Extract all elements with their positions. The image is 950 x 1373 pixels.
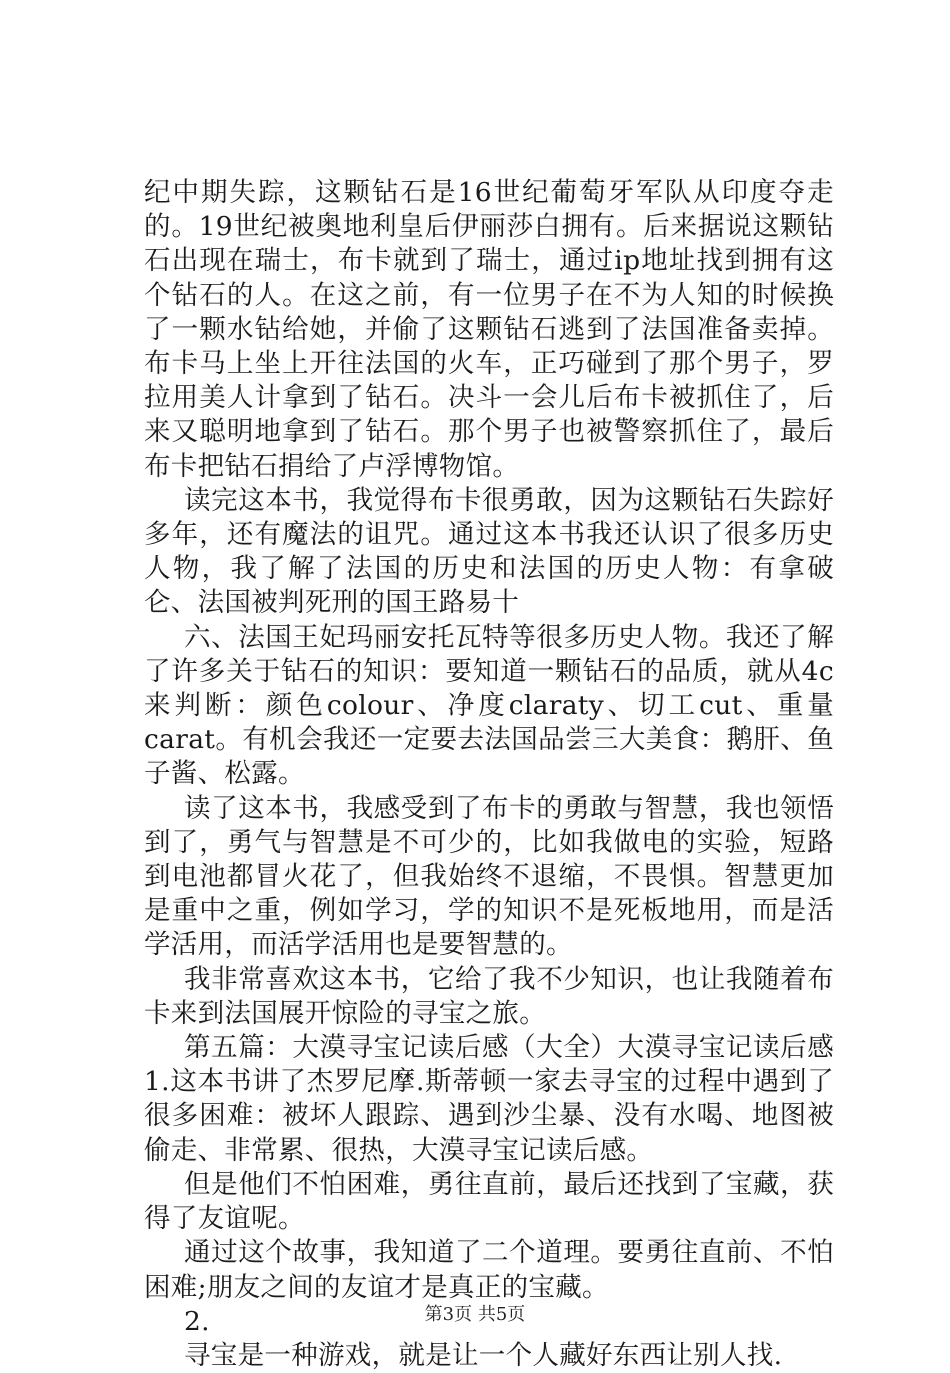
paragraph-4: 读了这本书，我感受到了布卡的勇敢与智慧，我也领悟到了，勇气与智慧是不可少的，比如我做电的实验，短路到电池都冒火花了，但我始终不退缩，不畏惧。智慧更加是重中之重，例如学习，学的知识不是死板地用，而是活学活用，而活学活用也是要智慧的。 — [144, 792, 834, 961]
paragraph-1: 纪中期失踪，这颗钻石是16世纪葡萄牙军队从印度夺走的。19世纪被奥地利皇后伊丽莎白拥有。后来据说这颗钻石出现在瑞士，布卡就到了瑞士，通过ip地址找到拥有这个钻石的人。在这之前，有一位男子在不为人知的时候换了一颗水钻给她，并偷了这颗钻石逃到了法国准备卖掉。布卡马上坐上开往法国的火车，正巧碰到了那个男子，罗拉用美人计拿到了钻石。决斗一会儿后布卡被抓住了，后来又聪明地拿到了钻石。那个男子也被警察抓住了，最后布卡把钻石捐给了卢浮博物馆。 — [144, 177, 834, 482]
paragraph-6: 第五篇：大漠寻宝记读后感（大全）大漠寻宝记读后感1.这本书讲了杰罗尼摩.斯蒂顿一家去寻宝的过程中遇到了很多困难：被坏人跟踪、遇到沙尘暴、没有水喝、地图被偷走、非常累、很热，大漠寻宝记读后感。 — [144, 1032, 834, 1166]
paragraph-9: 2. — [184, 1305, 210, 1337]
page-footer: 第3页 共5页 — [424, 1304, 526, 1325]
paragraph-10: 寻宝是一种游戏，就是让一个人藏好东西让别人找. — [184, 1339, 783, 1371]
paragraph-3: 六、法国王妃玛丽安托瓦特等很多历史人物。我还了解了许多关于钻石的知识：要知道一颗钻石的品质，就从4c来判断：颜色colour、净度claraty、切工cut、重量carat。有机会我还一定要去法国品尝三大美食：鹅肝、鱼子酱、松露。 — [144, 621, 834, 790]
body-text — [144, 176, 834, 1373]
paragraph-8: 通过这个故事，我知道了二个道理。要勇往直前、不怕困难;朋友之间的友谊才是真正的宝藏。 — [144, 1237, 834, 1303]
paragraph-7: 但是他们不怕困难，勇往直前，最后还找到了宝藏，获得了友谊呢。 — [144, 1168, 834, 1235]
paragraph-2: 读完这本书，我觉得布卡很勇敢，因为这颗钻石失踪好多年，还有魔法的诅咒。通过这本书我还认识了很多历史人物，我了解了法国的历史和法国的历史人物：有拿破仑、法国被判死刑的国王路易十 — [144, 484, 834, 619]
paragraph-5: 我非常喜欢这本书，它给了我不少知识，也让我随着布卡来到法国展开惊险的寻宝之旅。 — [144, 963, 834, 1029]
